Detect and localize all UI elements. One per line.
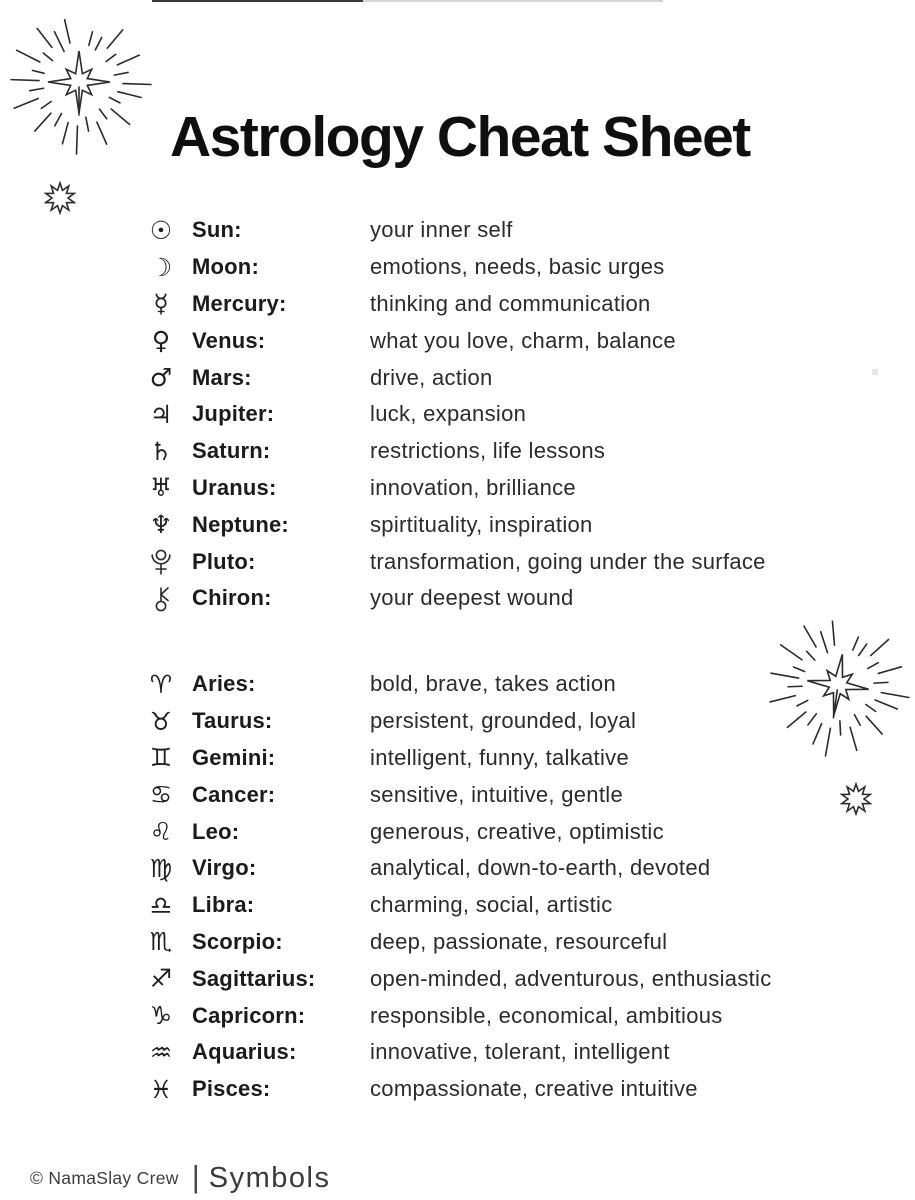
planet-row (130, 286, 890, 323)
zodiac-list (130, 666, 890, 1108)
planet-row (130, 249, 890, 286)
zodiac-name: Pisces: (192, 1076, 271, 1102)
libra-icon: ♎ (149, 890, 173, 920)
zodiac-row (130, 1071, 890, 1108)
planet-name: Moon: (192, 254, 259, 280)
virgo-icon: ♍ (149, 853, 173, 883)
zodiac-description: analytical, down-to-earth, devoted (370, 855, 711, 881)
planet-row (130, 506, 890, 543)
scan-artifact-line (363, 0, 663, 2)
saturn-icon: ♄ (149, 436, 173, 466)
sun-icon: ☉ (149, 215, 173, 245)
zodiac-row (130, 776, 890, 813)
planet-row (130, 433, 890, 470)
chiron-icon (130, 584, 192, 612)
planet-row (130, 543, 890, 580)
planet-row (130, 396, 890, 433)
zodiac-name: Sagittarius: (192, 965, 316, 991)
planet-row (130, 580, 890, 617)
pluto-icon (130, 548, 192, 576)
scorpio-icon: ♏ (149, 927, 173, 957)
planet-name: Jupiter: (192, 401, 275, 427)
planet-description: spirtituality, inspiration (370, 511, 593, 537)
zodiac-description: bold, brave, takes action (370, 671, 616, 697)
planet-name: Saturn: (192, 438, 271, 464)
uranus-icon: ♅ (149, 473, 173, 503)
zodiac-description: deep, passionate, resourceful (370, 928, 668, 954)
planet-description: what you love, charm, balance (370, 327, 676, 353)
page-title: Astrology Cheat Sheet (170, 105, 750, 170)
planet-description: drive, action (370, 364, 493, 390)
planet-row (130, 322, 890, 359)
mars-icon: ♂ (149, 363, 173, 393)
zodiac-description: responsible, economical, ambitious (370, 1002, 723, 1028)
starburst-icon (0, 2, 160, 162)
zodiac-row (130, 740, 890, 777)
zodiac-description: generous, creative, optimistic (370, 818, 664, 844)
zodiac-row (130, 813, 890, 850)
zodiac-name: Scorpio: (192, 928, 283, 954)
scan-artifact-line (152, 0, 363, 2)
zodiac-description: charming, social, artistic (370, 892, 613, 918)
footer-separator: | (191, 1159, 200, 1194)
planet-description: thinking and communication (370, 290, 651, 316)
leo-icon: ♌ (149, 817, 173, 847)
taurus-icon: ♉ (149, 706, 173, 736)
zodiac-description: open-minded, adventurous, enthusiastic (370, 965, 772, 991)
cancer-icon: ♋ (149, 780, 173, 810)
zodiac-description: compassionate, creative intuitive (370, 1076, 698, 1102)
spark-star-icon (44, 181, 76, 215)
planet-description: luck, expansion (370, 401, 527, 427)
planet-name: Pluto: (192, 548, 256, 574)
planet-name: Mars: (192, 364, 252, 390)
capricorn-icon: ♑ (149, 1001, 173, 1031)
footer (30, 1158, 330, 1198)
pisces-icon: ♓ (149, 1074, 173, 1104)
copyright-text: © NamaSlay Crew (30, 1167, 179, 1188)
zodiac-name: Capricorn: (192, 1002, 306, 1028)
planet-description: your inner self (370, 217, 513, 243)
planet-description: emotions, needs, basic urges (370, 254, 665, 280)
zodiac-description: intelligent, funny, talkative (370, 744, 629, 770)
planet-row (130, 359, 890, 396)
gemini-icon: ♊ (149, 743, 173, 773)
planet-row (130, 470, 890, 507)
zodiac-row (130, 924, 890, 961)
zodiac-name: Aries: (192, 671, 256, 697)
zodiac-name: Taurus: (192, 708, 273, 734)
zodiac-row (130, 703, 890, 740)
zodiac-name: Cancer: (192, 781, 276, 807)
zodiac-name: Gemini: (192, 744, 276, 770)
planet-description: innovation, brilliance (370, 474, 576, 500)
zodiac-name: Libra: (192, 892, 255, 918)
planet-name: Uranus: (192, 474, 277, 500)
venus-icon: ♀ (151, 326, 171, 356)
zodiac-row (130, 850, 890, 887)
zodiac-name: Leo: (192, 818, 240, 844)
zodiac-name: Aquarius: (192, 1039, 297, 1065)
zodiac-row (130, 666, 890, 703)
zodiac-name: Virgo: (192, 855, 257, 881)
zodiac-description: persistent, grounded, loyal (370, 708, 637, 734)
zodiac-row (130, 1034, 890, 1071)
neptune-icon: ♆ (149, 510, 173, 540)
planet-name: Mercury: (192, 290, 287, 316)
zodiac-row (130, 997, 890, 1034)
jupiter-icon: ♃ (149, 399, 173, 429)
zodiac-description: sensitive, intuitive, gentle (370, 781, 623, 807)
planet-name: Venus: (192, 327, 266, 353)
planet-row (130, 212, 890, 249)
aries-icon: ♈ (149, 669, 173, 699)
planet-name: Sun: (192, 217, 242, 243)
footer-label: Symbols (208, 1161, 331, 1194)
planets-list (130, 212, 890, 617)
zodiac-row (130, 887, 890, 924)
planet-description: restrictions, life lessons (370, 438, 606, 464)
zodiac-description: innovative, tolerant, intelligent (370, 1039, 670, 1065)
planet-description: transformation, going under the surface (370, 548, 766, 574)
moon-icon: ☽ (149, 252, 173, 282)
planet-description: your deepest wound (370, 585, 574, 611)
sagittarius-icon: ♐ (149, 964, 173, 994)
aquarius-icon: ♒ (149, 1037, 173, 1067)
zodiac-row (130, 960, 890, 997)
planet-name: Neptune: (192, 511, 289, 537)
mercury-icon: ☿ (153, 289, 169, 319)
planet-name: Chiron: (192, 585, 272, 611)
